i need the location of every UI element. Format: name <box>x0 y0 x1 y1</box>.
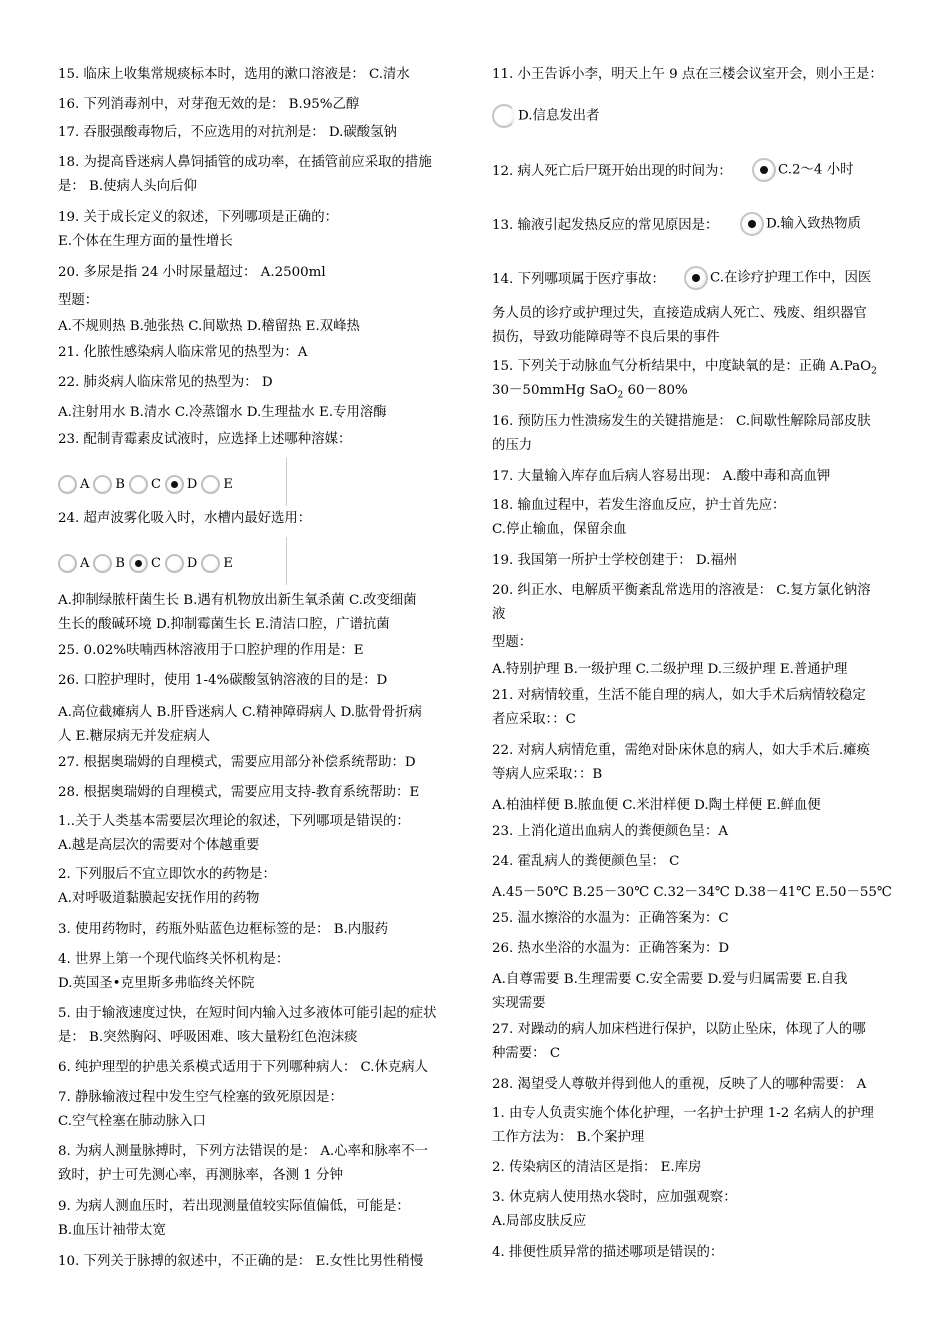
q11-answer: D.信息发出者 <box>518 108 600 124</box>
q12-answer-row[interactable] <box>752 158 902 182</box>
q24-option-label: B <box>115 555 125 571</box>
right-text-line: 12. 病人死亡后尸斑开始出现的时间为： <box>492 164 732 179</box>
right-text-line: 17. 大量输入库存血后病人容易出现： A.酸中毒和高血钾 <box>492 469 831 484</box>
radio-icon[interactable] <box>201 475 220 494</box>
q24-option-label: D <box>186 555 198 571</box>
left-text-line: A.对呼吸道黏膜起安抚作用的药物 <box>58 891 260 906</box>
left-text-line: 型题： <box>58 293 99 308</box>
q14-answer: C.在诊疗护理工作中，因医 <box>710 270 872 286</box>
left-text-line: C.空气栓塞在肺动脉入口 <box>58 1114 206 1129</box>
q14-answer-row[interactable] <box>684 266 902 290</box>
radio-icon[interactable] <box>93 475 112 494</box>
q24-divider <box>286 537 287 585</box>
left-text-line: 7. 静脉输液过程中发生空气栓塞的致死原因是： <box>58 1090 343 1105</box>
left-text-line: 20. 多尿是指 24 小时尿量超过： A.2500ml <box>58 265 326 280</box>
q23-option-label: C <box>150 476 161 492</box>
right-text-line: A.45－50℃ B.25－30℃ C.32－34℃ D.38－41℃ E.50－55℃ <box>492 885 892 900</box>
right-text-line: 27. 对躁动的病人加床档进行保护，以防止坠床，体现了人的哪 <box>492 1022 866 1037</box>
left-text-line: 15. 临床上收集常规痰标本时，选用的漱口溶液是： C.清水 <box>58 67 410 82</box>
left-text-line: 23. 配制青霉素皮试液时，应选择上述哪种溶媒： <box>58 432 352 447</box>
q23-option-label: E <box>223 476 233 492</box>
right-text-line: 16. 预防压力性溃疡发生的关键措施是： C.间歇性解除局部皮肤 <box>492 414 871 429</box>
q13-answer-row[interactable] <box>740 212 902 236</box>
right-text-line: 21. 对病情较重，生活不能自理的病人，如大手术后病情较稳定 <box>492 688 866 703</box>
radio-icon[interactable] <box>129 475 148 494</box>
radio-icon[interactable] <box>93 554 112 573</box>
q11-radio-icon[interactable] <box>492 104 516 128</box>
q23-option-label: A <box>80 476 90 492</box>
right-text-line: 24. 霍乱病人的粪便颜色呈： C <box>492 854 680 869</box>
q12-answer: C.2～4 小时 <box>778 162 854 178</box>
left-text-line: 致时，护士可先测心率，再测脉率，各测 1 分钟 <box>58 1168 343 1183</box>
q24-option-b[interactable] <box>93 554 125 573</box>
right-text-line: 1. 由专人负责实施个体化护理，一名护士护理 1-2 名病人的护理 <box>492 1106 874 1121</box>
right-text-line: 实现需要 <box>492 996 546 1011</box>
q23-option-c[interactable] <box>129 475 161 494</box>
right-text-line: 22. 对病人病情危重，需绝对卧床休息的病人，如大手术后.瘫痪 <box>492 743 870 758</box>
right-text-line: A.局部皮肤反应 <box>492 1214 587 1229</box>
right-text-line: 18. 输血过程中，若发生溶血反应，护士首先应： <box>492 498 786 513</box>
q23-option-e[interactable] <box>201 475 233 494</box>
q24-option-label: C <box>150 555 161 571</box>
left-text-line: 28. 根据奥瑞姆的自理模式，需要应用支持-教育系统帮助：E <box>58 785 420 800</box>
q23-option-a[interactable] <box>58 475 89 494</box>
left-text-line: 27. 根据奥瑞姆的自理模式，需要应用部分补偿系统帮助：D <box>58 755 416 770</box>
q23-divider <box>286 458 287 506</box>
q24-option-group[interactable] <box>58 543 237 583</box>
q23-option-label: D <box>186 476 198 492</box>
left-text-line: 24. 超声波雾化吸入时，水槽内最好选用： <box>58 511 312 526</box>
q24-option-a[interactable] <box>58 554 89 573</box>
right-text-line: 3. 休克病人使用热水袋时，应加强观察： <box>492 1190 737 1205</box>
left-text-line: 2. 下列服后不宜立即饮水的药物是： <box>58 867 276 882</box>
left-text-line: 5. 由于输液速度过快，在短时间内输入过多液体可能引起的症状 <box>58 1006 437 1021</box>
left-text-line: 是： B.使病人头向后仰 <box>58 179 197 194</box>
radio-icon[interactable] <box>58 475 77 494</box>
right-text-line: 的压力 <box>492 438 533 453</box>
right-text-line: 11. 小王告诉小李，明天上午 9 点在三楼会议室开会，则小王是： <box>492 67 883 82</box>
right-text-line: 2. 传染病区的清洁区是指： E.库房 <box>492 1160 702 1175</box>
radio-icon[interactable] <box>165 554 184 573</box>
left-text-line: 8. 为病人测量脉搏时，下列方法错误的是： A.心率和脉率不一 <box>58 1144 428 1159</box>
q12-radio-icon[interactable] <box>752 158 776 182</box>
left-text-line: A.抑制绿脓杆菌生长 B.遇有机物放出新生氧杀菌 C.改变细菌 <box>58 593 417 608</box>
left-text-line: 9. 为病人测血压时，若出现测量值较实际值偏低，可能是： <box>58 1199 410 1214</box>
left-text-line: 4. 世界上第一个现代临终关怀机构是： <box>58 952 290 967</box>
left-text-line: 生长的酸碱环境 D.抑制霉菌生长 E.清洁口腔，广谱抗菌 <box>58 617 390 632</box>
left-text-line: 26. 口腔护理时，使用 1-4%碳酸氢钠溶液的目的是：D <box>58 673 388 688</box>
left-text-line: 17. 吞服强酸毒物后，不应选用的对抗剂是： D.碳酸氢钠 <box>58 125 397 140</box>
radio-icon[interactable] <box>129 554 148 573</box>
right-text-line: 工作方法为： B.个案护理 <box>492 1130 645 1145</box>
q24-option-e[interactable] <box>201 554 233 573</box>
q24-option-d[interactable] <box>165 554 197 573</box>
left-text-line: D.英国圣•克里斯多弗临终关怀院 <box>58 976 255 991</box>
right-text-line: 型题： <box>492 635 533 650</box>
left-text-line: 18. 为提高昏迷病人鼻饲插管的成功率，在插管前应采取的措施 <box>58 155 432 170</box>
q13-answer: D.输入致热物质 <box>766 216 861 232</box>
left-text-line: 19. 关于成长定义的叙述，下列哪项是正确的： <box>58 210 338 225</box>
left-text-line: B.血压计袖带太宽 <box>58 1223 166 1238</box>
right-text-line: 25. 温水擦浴的水温为：正确答案为：C <box>492 911 729 926</box>
left-text-line: A.越是高层次的需要对个体越重要 <box>58 838 260 853</box>
right-text-line: 13. 输液引起发热反应的常见原因是： <box>492 218 719 233</box>
right-text-line: 26. 热水坐浴的水温为：正确答案为：D <box>492 941 730 956</box>
right-text-line: C.停止输血，保留余血 <box>492 522 627 537</box>
radio-icon[interactable] <box>58 554 77 573</box>
right-text-line: 务人员的诊疗或护理过失，直接造成病人死亡、残废、组织器官 <box>492 306 867 321</box>
right-text-line: 19. 我国第一所护士学校创建于： D.福州 <box>492 553 738 568</box>
right-text-line: 23. 上消化道出血病人的粪便颜色呈：A <box>492 824 729 839</box>
left-text-line: 21. 化脓性感染病人临床常见的热型为：A <box>58 345 308 360</box>
radio-icon[interactable] <box>201 554 220 573</box>
right-text-line: 20. 纠正水、电解质平衡紊乱常选用的溶液是： C.复方氯化钠溶 <box>492 583 871 598</box>
left-text-line: 人 E.糖尿病无并发症病人 <box>58 729 211 744</box>
q15-line1: 15. 下列关于动脉血气分析结果中，中度缺氧的是：正确 A.PaO$_2$ <box>492 359 877 377</box>
right-text-line: 种需要： C <box>492 1046 561 1061</box>
left-text-line: 6. 纯护理型的护患关系模式适用于下列哪种病人： C.休克病人 <box>58 1060 429 1075</box>
left-text-line: A.不规则热 B.弛张热 C.间歇热 D.稽留热 E.双峰热 <box>58 319 360 334</box>
left-text-line: 16. 下列消毒剂中，对芽孢无效的是： B.95%乙醇 <box>58 97 360 112</box>
q23-option-label: B <box>115 476 125 492</box>
q24-option-label: E <box>223 555 233 571</box>
left-text-line: A.注射用水 B.清水 C.冷蒸馏水 D.生理盐水 E.专用溶酶 <box>58 405 387 420</box>
radio-icon[interactable] <box>165 475 184 494</box>
left-text-line: 1..关于人类基本需要层次理论的叙述，下列哪项是错误的： <box>58 814 410 829</box>
left-text-line: 22. 肺炎病人临床常见的热型为： D <box>58 375 273 390</box>
right-text-line: 等病人应采取：：B <box>492 767 603 782</box>
q24-option-c[interactable] <box>129 554 161 573</box>
left-text-line: 10. 下列关于脉搏的叙述中，不正确的是： E.女性比男性稍慢 <box>58 1254 424 1269</box>
left-text-line: E.个体在生理方面的量性增长 <box>58 234 233 249</box>
right-text-line: 者应采取：：C <box>492 712 576 727</box>
right-text-line: 14. 下列哪项属于医疗事故： <box>492 272 665 287</box>
q14-radio-icon[interactable] <box>684 266 708 290</box>
right-text-line: A.自尊需要 B.生理需要 C.安全需要 D.爱与归属需要 E.自我 <box>492 972 848 987</box>
right-text-line: 28. 渴望受人尊敬并得到他人的重视，反映了人的哪种需要： A <box>492 1077 867 1092</box>
q13-radio-icon[interactable] <box>740 212 764 236</box>
right-text-line: 液 <box>492 607 506 622</box>
left-text-line: 3. 使用药物时，药瓶外贴蓝色边框标签的是： B.内服药 <box>58 922 388 937</box>
q23-option-d[interactable] <box>165 475 197 494</box>
q23-option-group[interactable] <box>58 464 237 504</box>
left-text-line: 25. 0.02%呋喃西林溶液用于口腔护理的作用是：E <box>58 643 364 658</box>
q11-answer-row[interactable] <box>492 104 792 128</box>
q23-option-b[interactable] <box>93 475 125 494</box>
right-text-line: 4. 排便性质异常的描述哪项是错误的： <box>492 1245 724 1260</box>
q24-option-label: A <box>80 555 90 571</box>
right-text-line: A.柏油样便 B.脓血便 C.米泔样便 D.陶土样便 E.鲜血便 <box>492 798 821 813</box>
right-text-line: 损伤，导致功能障碍等不良后果的事件 <box>492 330 720 345</box>
right-text-line: A.特别护理 B.一级护理 C.二级护理 D.三级护理 E.普通护理 <box>492 662 848 677</box>
left-text-line: 是： B.突然胸闷、呼吸困难、咳大量粉红色泡沫痰 <box>58 1030 358 1045</box>
q15-line2: 30－50mmHg SaO$_2$ 60－80% <box>492 383 688 401</box>
left-text-line: A.高位截瘫病人 B.肝昏迷病人 C.精神障碍病人 D.肱骨骨折病 <box>58 705 422 720</box>
